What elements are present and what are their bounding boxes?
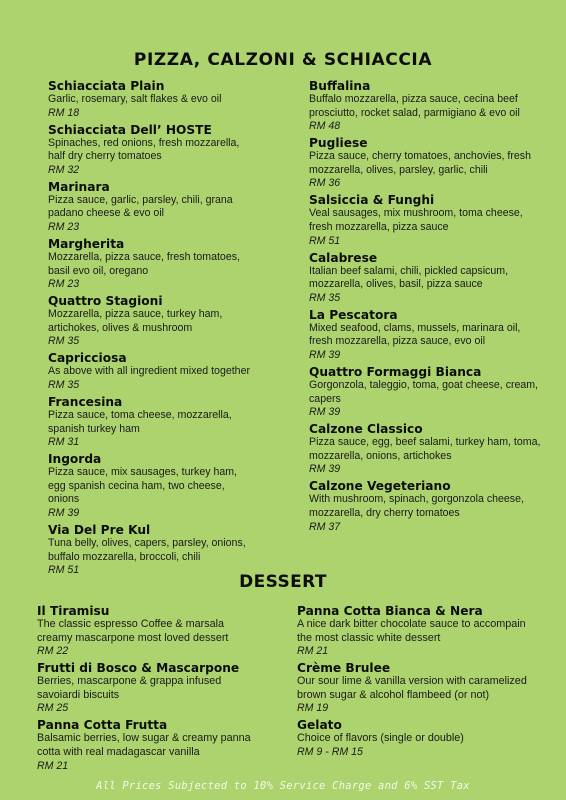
item-description: Veal sausages, mix mushroom, toma cheese, fresh mozzarella, pizza sauce [309, 207, 523, 233]
item-description: Mozzarella, pizza sauce, turkey ham, artichokes, olives & mushroom [48, 308, 223, 334]
item-description: Berries, mascarpone & grappa infused savoiardi biscuits [37, 675, 222, 701]
menu-item [48, 237, 254, 290]
item-name: Via Del Pre Kul [48, 522, 151, 537]
menu-item [48, 351, 254, 391]
item-name: Calabrese [309, 250, 378, 265]
item-description: The classic espresso Coffee & marsala creamy mascarpone most loved dessert [37, 618, 229, 644]
menu-item [309, 308, 541, 361]
item-price: RM 18 [48, 106, 80, 119]
menu-item [48, 395, 254, 448]
item-name: Il Tiramisu [37, 604, 110, 618]
item-price: RM 39 [309, 406, 341, 419]
item-name: Panna Cotta Frutta [37, 718, 168, 733]
menu-item [48, 180, 254, 233]
item-description: Pizza sauce, cherry tomatoes, anchovies, fresh mozzarella, olives, parsley, garlic, chili [309, 150, 531, 176]
menu-item [48, 123, 254, 176]
item-price: RM 35 [309, 291, 341, 304]
item-price: RM 39 [309, 348, 341, 361]
item-name: Pugliese [309, 136, 368, 151]
item-price: RM 32 [48, 163, 80, 176]
item-name: Schiacciata Dell’ HOSTE [48, 122, 212, 137]
item-description: Pizza sauce, egg, beef salami, turkey ham, toma, mozzarella, onions, artichokes [309, 436, 541, 462]
item-price: RM 39 [309, 463, 341, 476]
item-price: RM 39 [48, 506, 80, 519]
item-name: Calzone Classico [309, 422, 423, 437]
menu-item [48, 523, 254, 576]
item-description: Pizza sauce, mix sausages, turkey ham, egg spanish cecina ham, two cheese, onions [48, 466, 238, 506]
item-name: Schiacciata Plain [48, 79, 165, 93]
item-price: RM 25 [37, 702, 69, 715]
menu-item [309, 479, 541, 532]
item-price: RM 35 [48, 335, 80, 348]
item-description: Spinaches, red onions, fresh mozzarella, half dry cherry tomatoes [48, 136, 240, 163]
item-name: Capricciosa [48, 351, 127, 366]
menu-item [297, 604, 535, 657]
item-price: RM 21 [297, 645, 329, 658]
item-name: Gelato [297, 718, 342, 733]
item-price: RM 36 [309, 177, 341, 190]
item-description: A nice dark bitter chocolate sauce to accompain the most classic white dessert [297, 618, 526, 644]
menu-item [37, 661, 259, 714]
item-name: La Pescatora [309, 307, 398, 322]
item-name: Marinara [48, 179, 110, 194]
item-name: Panna Cotta Bianca & Nera [297, 604, 483, 618]
item-description: Mozzarella, pizza sauce, fresh tomatoes, basil evo oil, oregano [48, 250, 240, 277]
pizza-menu-left-column [48, 79, 254, 580]
dessert-menu-left-column [37, 604, 259, 776]
item-price: RM 23 [48, 220, 80, 233]
menu-item [37, 604, 259, 657]
item-description: Garlic, rosemary, salt flakes & evo oil [48, 93, 222, 105]
menu-item [309, 79, 541, 132]
item-price: RM 51 [309, 234, 341, 247]
item-name: Quattro Formaggi Bianca [309, 364, 482, 379]
item-description: Balsamic berries, low sugar & creamy panna cotta with real madagascar vanilla [37, 732, 251, 758]
menu-item [297, 661, 535, 714]
pizza-section-title: PIZZA, CALZONI & SCHIACCIA [133, 50, 433, 70]
menu-item [37, 718, 259, 771]
item-description: Choice of flavors (single or double) [297, 732, 464, 745]
item-name: Salsiccia & Funghi [309, 193, 435, 208]
item-description: With mushroom, spinach, gorgonzola cheese, mozzarella, dry cherry tomatoes [309, 493, 524, 519]
item-name: Margherita [48, 236, 125, 251]
menu-item [309, 365, 541, 418]
item-price: RM 9 - RM 15 [297, 745, 363, 758]
menu-item [48, 79, 254, 119]
item-price: RM 23 [48, 278, 80, 291]
item-price: RM 37 [309, 520, 341, 533]
menu-item [309, 193, 541, 246]
item-name: Calzone Vegeteriano [309, 479, 451, 494]
item-name: Crème Brulee [297, 661, 391, 676]
dessert-section-title: DESSERT [239, 572, 327, 592]
pizza-menu-right-column [309, 79, 541, 537]
item-price: RM 48 [309, 120, 341, 133]
item-description: Italian beef salami, chili, pickled capsicum, mozzarella, olives, basil, pizza sauce [309, 264, 509, 291]
item-name: Francesina [48, 394, 123, 409]
item-description: Our sour lime & vanilla version with caramelized brown sugar & alcohol flambeed (or not) [297, 675, 527, 701]
item-description: Pizza sauce, toma cheese, mozzarella, spanish turkey ham [48, 408, 232, 435]
service-charge-footer: All Prices Subjected to 10% Service Charge and 6% SST Tax [96, 780, 470, 792]
item-description: Pizza sauce, garlic, parsley, chili, grana padano cheese & evo oil [48, 193, 233, 220]
item-price: RM 22 [37, 645, 69, 658]
menu-item [297, 718, 535, 758]
item-name: Quattro Stagioni [48, 294, 163, 309]
item-price: RM 19 [297, 702, 329, 715]
item-price: RM 51 [48, 564, 80, 577]
item-description: Gorgonzola, taleggio, toma, goat cheese, cream, capers [309, 378, 539, 405]
menu-item [48, 294, 254, 347]
item-description: Buffalo mozzarella, pizza sauce, cecina beef prosciutto, rocket salad, parmigiano & evo oil [309, 93, 520, 119]
item-price: RM 21 [37, 759, 69, 772]
dessert-menu-right-column [297, 604, 535, 762]
item-name: Buffalina [309, 79, 371, 93]
item-price: RM 35 [48, 378, 80, 391]
item-price: RM 31 [48, 436, 80, 449]
item-name: Frutti di Bosco & Mascarpone [37, 661, 240, 676]
item-description: Tuna belly, olives, capers, parsley, onions, buffalo mozzarella, broccoli, chili [48, 536, 246, 563]
item-name: Ingorda [48, 452, 102, 467]
menu-item [48, 452, 254, 519]
menu-item [309, 136, 541, 189]
item-description: Mixed seafood, clams, mussels, marinara oil, fresh mozzarella, pizza sauce, evo oil [309, 321, 521, 348]
menu-item [309, 422, 541, 475]
menu-item [309, 251, 541, 304]
item-description: As above with all ingredient mixed together [48, 365, 250, 378]
